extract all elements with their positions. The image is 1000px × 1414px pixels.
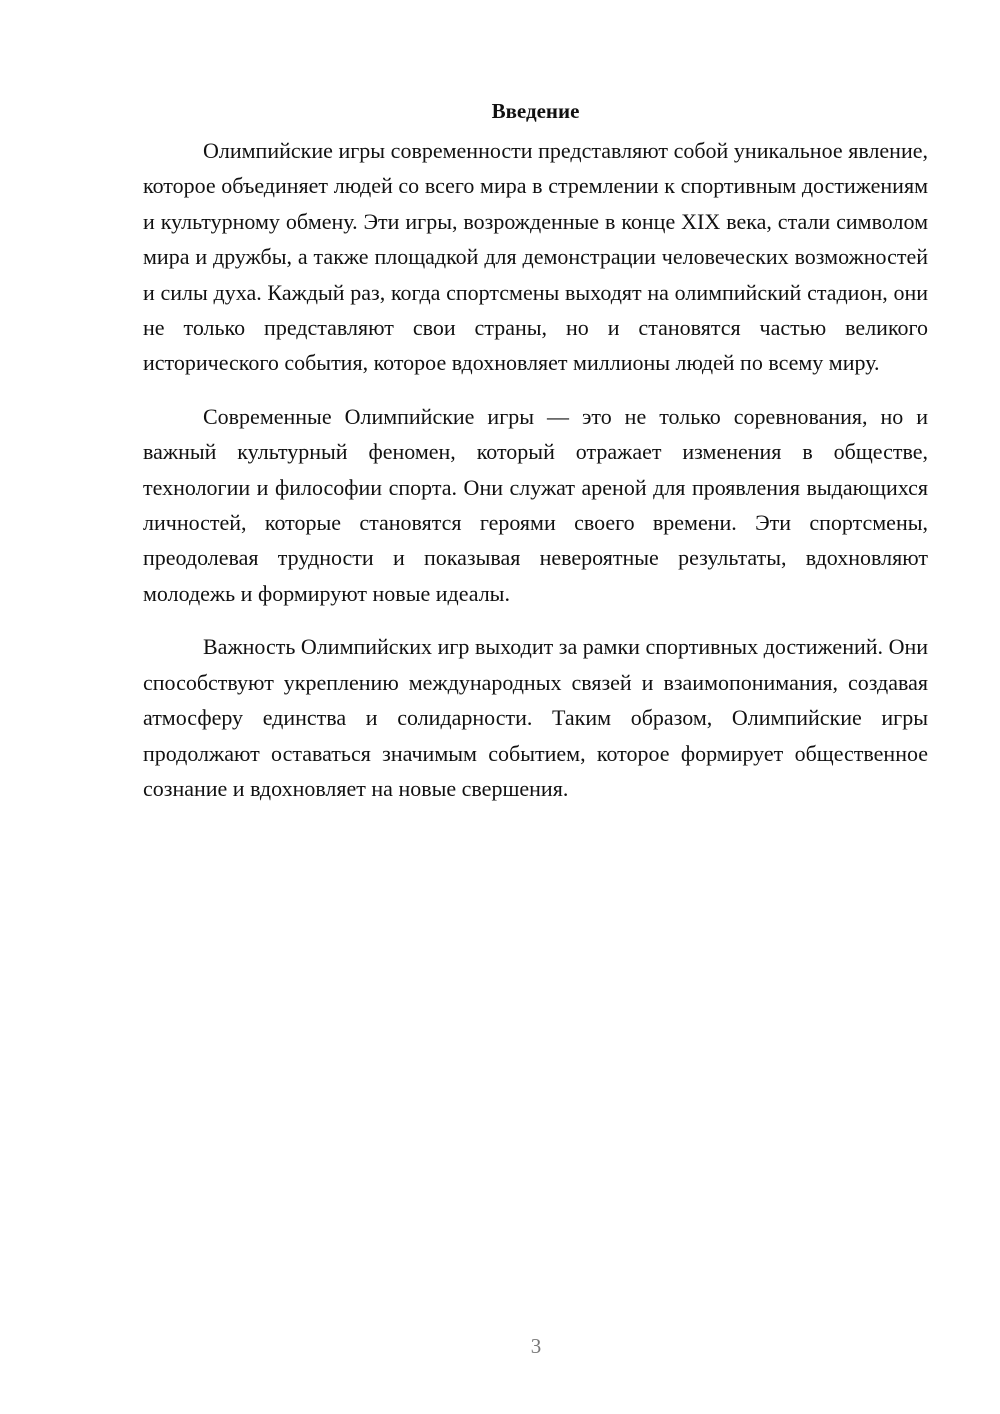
paragraph-2: Современные Олимпийские игры — это не только соревнования, но и важный культурный феномен, который отражает изменения в обществе, технологии и философии спорта. Они служат ареной для проявления выдающихся личностей, которые становятся героями своего времени. Эти спортсмены, преодолевая трудности и показывая невероятные результаты, вдохновляют молодежь и формируют новые идеалы. (143, 403, 928, 606)
page-content (143, 96, 928, 824)
paragraph-1: Олимпийские игры современности представляют собой уникальное явление, которое объединяет людей со всего мира в стремлении к спортивным достижениям и культурному обмену. Эти игры, возрожденные в конце XIX века, стали символом мира и дружбы, а также площадкой для демонстрации человеческих возможностей и силы духа. Каждый раз, когда спортсмены выходят на олимпийский стадион, они не только представляют свои страны, но и становятся частью великого исторического события, которое вдохновляет миллионы людей по всему миру. (143, 138, 928, 376)
page-number: 3 (530, 1334, 542, 1358)
paragraph-3: Важность Олимпийских игр выходит за рамки спортивных достижений. Они способствуют укреплению международных связей и взаимопонимания, создавая атмосферу единства и солидарности. Таким образом, Олимпийские игры продолжают оставаться значимым событием, которое формирует общественное сознание и вдохновляет на новые свершения. (143, 634, 928, 801)
section-heading: Введение (491, 99, 580, 123)
